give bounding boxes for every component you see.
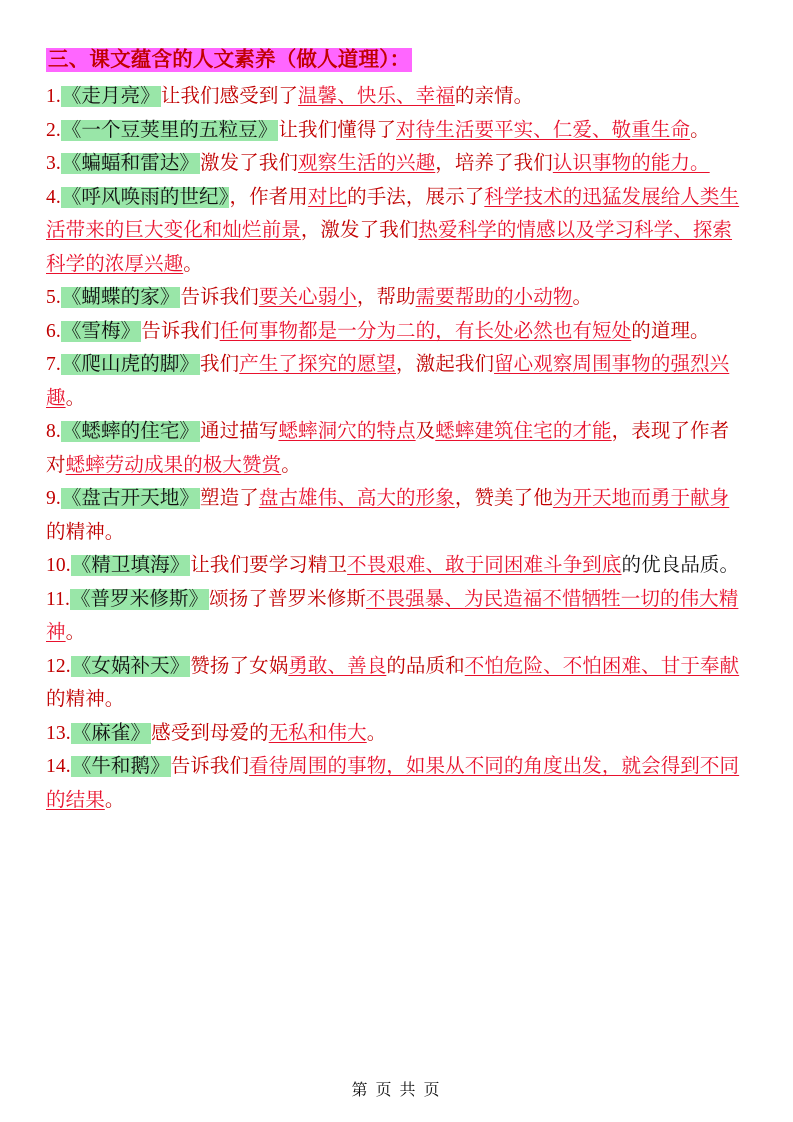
list-item-number: 5. [46, 287, 61, 308]
body-text: 的亲情。 [454, 86, 534, 107]
body-text: 的精神。 [46, 689, 125, 710]
body-text: 让我们要学习精卫 [190, 555, 348, 576]
list-item [46, 650, 747, 717]
body-text: ，赞美了他 [454, 488, 553, 509]
content-list [46, 80, 747, 817]
body-text: ，激发了我们 [300, 220, 419, 241]
emphasis-underlined: 产生了探究的愿望 [239, 354, 397, 375]
body-text: 。 [65, 622, 86, 643]
page-footer: 第 页 共 页 [351, 1082, 442, 1099]
emphasis-underlined: 热爱科学的情感以及学习科学、探索科学的浓厚兴趣 [46, 220, 733, 275]
emphasis-underlined: 看待周围的事物，如果从不同的角度出发，就会得到不同的结果 [46, 756, 740, 811]
list-item-number: 2. [46, 119, 61, 141]
emphasis-underlined: 对待生活要平实、仁爱、敬重生命 [396, 119, 691, 141]
emphasis-underlined: 任何事物都是一分为二的，有长处必然也有短处 [219, 320, 632, 342]
list-item-number: 14. [46, 756, 71, 777]
list-item [46, 482, 747, 549]
list-item-number: 9. [46, 488, 61, 509]
lesson-title: 《蝴蝶的家》 [61, 287, 180, 308]
body-text: 的手法，展示了 [347, 186, 485, 208]
list-item [46, 348, 747, 415]
list-item-number: 7. [46, 354, 61, 375]
lesson-title: 《雪梅》 [61, 320, 141, 342]
list-item-number: 12. [46, 655, 71, 677]
body-text: 。 [690, 119, 710, 141]
body-text: 告诉我们 [170, 756, 250, 777]
list-item [46, 315, 747, 349]
body-text: 的精神。 [46, 521, 125, 543]
body-text: ，作者用 [229, 186, 308, 208]
body-text: ，激起我们 [396, 354, 495, 375]
emphasis-underlined: 对比 [307, 186, 348, 208]
lesson-title: 《女娲补天》 [71, 655, 190, 677]
emphasis-underlined: 为开天地而勇于献身 [552, 488, 730, 509]
emphasis-underlined: 留心观察周围事物的强烈兴趣 [46, 354, 730, 409]
list-item-number: 3. [46, 153, 61, 174]
list-item-number: 10. [46, 555, 71, 576]
body-text: 让我们感受到了 [160, 86, 299, 107]
body-text: 赞扬了女娲 [190, 655, 289, 677]
body-text: 让我们懂得了 [278, 119, 397, 141]
lesson-title: 《牛和鹅》 [71, 756, 170, 777]
emphasis-underlined: 需要帮助的小动物 [415, 287, 573, 308]
emphasis-underlined: 盘古雄伟、高大的形象 [258, 488, 455, 509]
list-item-number: 8. [46, 421, 61, 442]
list-item [46, 80, 747, 114]
body-text: 通过描写 [200, 421, 279, 442]
emphasis-underlined: 蟋蟀劳动成果的极大赞赏 [65, 454, 282, 476]
emphasis-underlined: 不畏强暴、为民造福不惜牺牲一切的伟大精神 [46, 588, 739, 643]
body-text: ，培养了我们 [435, 153, 553, 174]
emphasis-underlined: 观察生活的兴趣 [298, 153, 436, 174]
emphasis-underlined: 蟋蟀建筑住宅的才能 [435, 421, 612, 442]
body-text: 感受到母爱的 [151, 722, 269, 744]
lesson-title: 《呼风唤雨的世纪》 [61, 186, 229, 208]
body-text: 。 [65, 387, 86, 409]
list-item [46, 114, 747, 148]
body-text: 告诉我们 [141, 320, 220, 342]
lesson-title: 《精卫填海》 [71, 555, 190, 576]
emphasis-underlined: 不怕危险、不怕困难、甘于奉献 [464, 655, 740, 677]
page-title [46, 44, 747, 76]
body-text: 颂扬了普罗米修斯 [209, 588, 366, 610]
list-item-number: 4. [46, 186, 61, 208]
body-text: 塑造了 [200, 488, 259, 509]
lesson-title: 《一个豆荚里的五粒豆》 [61, 119, 278, 141]
lesson-title: 《盘古开天地》 [61, 488, 200, 509]
lesson-title: 《普罗米修斯》 [70, 588, 209, 610]
body-text: 的优良品质。 [621, 555, 740, 576]
list-item-number: 11. [46, 588, 70, 610]
body-text: 。 [572, 287, 593, 308]
body-text: 。 [104, 789, 125, 811]
lesson-title: 《走月亮》 [61, 86, 160, 107]
list-item-number: 1. [46, 86, 61, 107]
list-item [46, 181, 747, 282]
emphasis-underlined: 要关心弱小 [258, 287, 357, 308]
emphasis-underlined: 温馨、快乐、幸福 [298, 86, 455, 107]
body-text: 。 [281, 454, 301, 476]
body-text: 。 [366, 722, 387, 744]
lesson-title: 《蟋蟀的住宅》 [61, 421, 200, 442]
body-text: 及 [415, 421, 436, 442]
page-title-text: 三、课文蕴含的人文素养（做人道理）： [48, 49, 411, 71]
list-item [46, 583, 747, 650]
list-item-number: 13. [46, 722, 71, 744]
list-item [46, 281, 747, 315]
emphasis-underlined: 勇敢、善良 [288, 655, 387, 677]
body-text: ，帮助 [356, 287, 416, 308]
body-text: 激发了我们 [200, 153, 299, 174]
emphasis-underlined: 不畏艰难、敢于同困难斗争到底 [347, 555, 622, 576]
lesson-title: 《蝙蝠和雷达》 [61, 153, 200, 174]
list-item [46, 750, 747, 817]
body-text: 的品质和 [386, 655, 465, 677]
list-item [46, 415, 747, 482]
body-text: 的道理。 [631, 320, 710, 342]
lesson-title: 《麻雀》 [71, 722, 151, 744]
emphasis-underlined: 蟋蟀洞穴的特点 [278, 421, 416, 442]
list-item [46, 717, 747, 751]
body-text: ，表现了作者对 [46, 421, 730, 476]
body-text: 。 [183, 253, 203, 275]
list-item [46, 147, 747, 181]
body-text: 告诉我们 [180, 287, 259, 308]
list-item-number: 6. [46, 320, 61, 342]
emphasis-underlined: 科学技术的迅猛发展给人类生活带来的巨大变化和灿烂前景 [46, 186, 740, 241]
emphasis-underlined: 无私和伟大 [268, 722, 367, 744]
lesson-title: 《爬山虎的脚》 [61, 354, 200, 375]
body-text: 我们 [200, 354, 240, 375]
list-item [46, 549, 747, 583]
emphasis-underlined: 认识事物的能力。 [552, 153, 710, 174]
